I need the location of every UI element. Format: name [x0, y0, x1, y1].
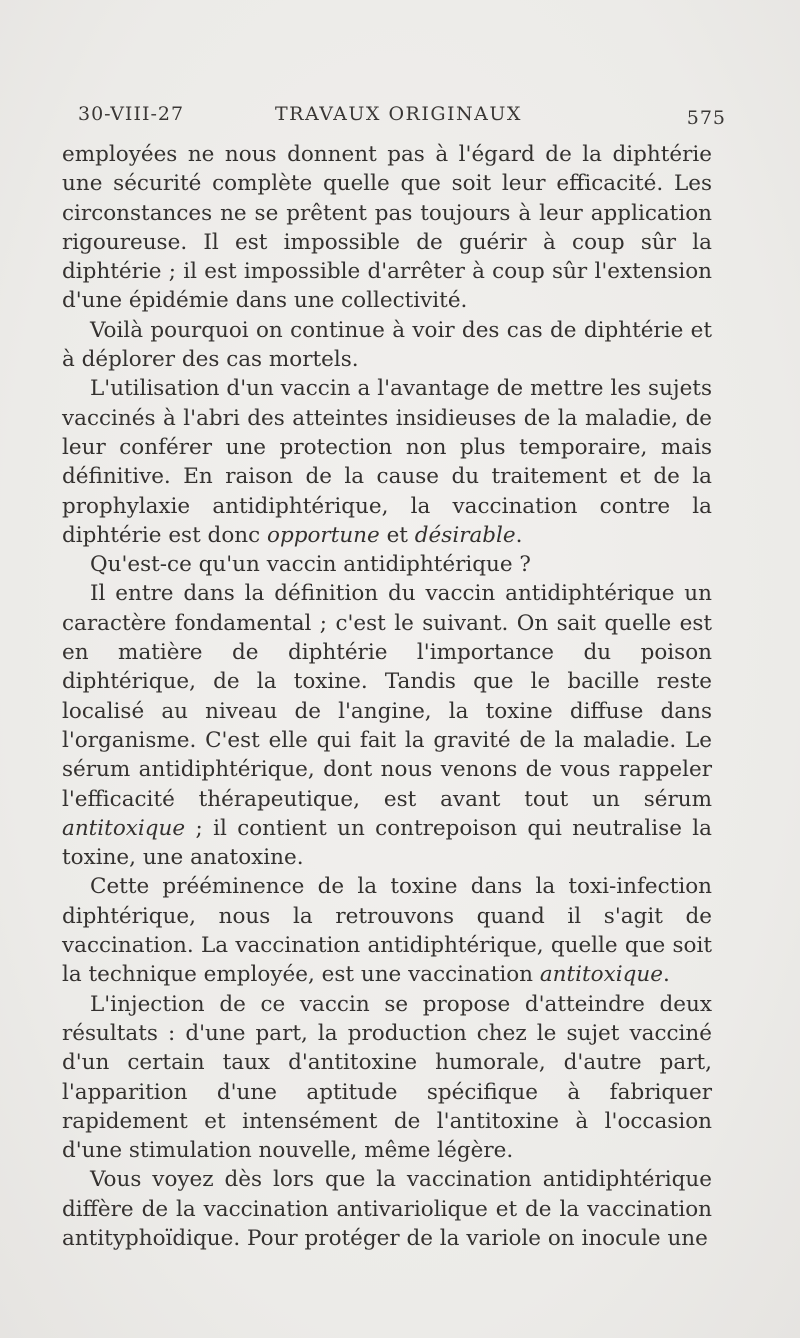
emphasis-desirable: désirable — [414, 522, 516, 548]
paragraph-3-end: . — [515, 522, 523, 548]
paragraph-5-end: ; il contient un contrepoison qui neutralise la toxine, une anatoxine. — [62, 815, 712, 871]
running-head — [78, 103, 726, 133]
paragraph-8: Vous voyez dès lors que la vaccination antidiphtérique diffère de la vaccination antivariolique et de la vaccination antityphoïdique. Pour protéger de la variole on inocule une — [62, 1167, 712, 1251]
paragraph-6 — [62, 872, 712, 989]
emphasis-opportune: opportune — [267, 522, 380, 548]
paragraph-2: Voilà pourquoi on continue à voir des cas de diphtérie et à déplorer des cas mortels. — [62, 317, 712, 373]
emphasis-antitoxique-1: antitoxique — [62, 815, 186, 841]
paragraph-4: Qu'est-ce qu'un vaccin antidiphtérique ? — [90, 552, 531, 578]
emphasis-antitoxique-2: antitoxique — [539, 962, 663, 988]
paragraph-1: employées ne nous donnent pas à l'égard de la diphtérie une sécurité complète quelle que soit leur efficacité. Les circonstances ne se prêtent pas toujours à leur application rigoureuse. Il est impossible de guérir à coup sûr la diphtérie ; il est impossible d'arrêter à coup sûr l'extension d'une épidémie dans une collectivité. — [62, 142, 712, 314]
paragraph-5 — [62, 579, 712, 872]
paragraph-6-end: . — [662, 962, 670, 988]
paragraph-3-text: L'utilisation d'un vaccin a l'avantage de mettre les sujets vaccinés à l'abri des atteintes insidieuses de la maladie, de leur conférer une protection non plus temporaire, mais définitive. En raison de la cause du traitement et de la prophylaxie antidiphtérique, la vaccination contre la diphtérie est donc — [62, 376, 712, 548]
header-section: TRAVAUX ORIGINAUX — [275, 103, 522, 125]
paragraph-3 — [62, 374, 712, 550]
header-date: 30-VIII-27 — [78, 103, 185, 125]
paragraph-7: L'injection de ce vaccin se propose d'atteindre deux résultats : d'une part, la production chez le sujet vacciné d'un certain taux d'antitoxine humorale, d'autre part, l'apparition d'une aptitude spécifique à fabriquer rapidement et intensément de l'antitoxine à l'occasion d'une stimulation nouvelle, même légère. — [62, 991, 712, 1164]
paragraph-6-text: Cette prééminence de la toxine dans la toxi-infection diphtérique, nous la retrouvons quand il s'agit de vaccination. La vaccination antidiphtérique, quelle que soit la technique employée, est une vaccination — [62, 874, 712, 988]
page-number: 575 — [686, 107, 726, 129]
paragraph-5-text: Il entre dans la définition du vaccin antidiphtérique un caractère fondamental ; c'est le suivant. On sait quelle est en matière de diphtérie l'importance du poison diphtérique, de la toxine. Tandis que le bacille reste localisé au niveau de l'angine, la toxine diffuse dans l'organisme. C'est elle qui fait la gravité de la maladie. Le sérum antidiphtérique, dont nous venons de vous rappeler l'efficacité thérapeutique, est avant tout un sérum — [62, 581, 712, 812]
paragraph-3-conjunction: et — [379, 522, 415, 548]
body-text — [62, 140, 712, 1253]
